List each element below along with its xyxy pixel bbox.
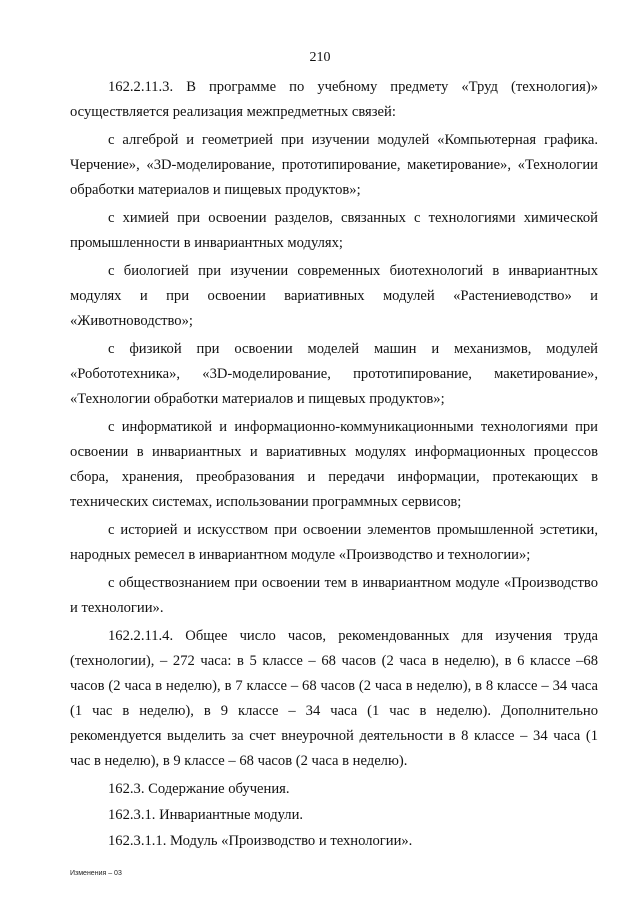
paragraph-algebra-geometry: с алгеброй и геометрией при изучении модулей «Компьютерная графика. Черчение», «3D-моделирование, прототипирование, макетирование», «Технологии обработки материалов и пищевых продуктов»; [70,132,598,198]
footer-revision-note: Изменения – 03 [70,870,122,877]
paragraph-total-hours: 162.2.11.4. Общее число часов, рекомендованных для изучения труда (технологии), – 272 часа: в 5 классе – 68 часов (2 часа в неделю), в 6 классе –68 часов (2 часа в неделю), в 7 классе – 68 часов (2 часа в неделю), в 8 классе – 34 часа (1 час в неделю), в 9 классе – 34 часа (1 час в неделю). Дополнительно рекомендуется выделить за счет внеурочной деятельности в 8 классе – 34 часа (1 час в неделю), в 9 классе – 68 часов (2 часа в неделю). [70,628,598,769]
document-body [70,75,598,855]
heading-learning-content: 162.3. Содержание обучения. [108,781,290,797]
page-number: 210 [309,50,331,65]
paragraph-history-art: с историей и искусством при освоении элементов промышленной эстетики, народных ремесел в инвариантном модуле «Производство и технологии»; [70,522,598,563]
paragraph-chemistry: с химией при освоении разделов, связанных с технологиями химической промышленности в инвариантных модулях; [70,210,598,251]
heading-invariant-modules: 162.3.1. Инвариантные модули. [108,807,304,823]
heading-production-module: 162.3.1.1. Модуль «Производство и технологии». [108,833,413,849]
paragraph-social-studies: с обществознанием при освоении тем в инвариантном модуле «Производство и технологии». [70,575,598,616]
paragraph-biology: с биологией при изучении современных биотехнологий в инвариантных модулях и при освоении вариативных модулей «Растениеводство» и «Животноводство»; [70,263,598,329]
paragraph-intersubject-intro: 162.2.11.3. В программе по учебному предмету «Труд (технология)» осуществляется реализация межпредметных связей: [70,79,598,120]
paragraph-informatics: с информатикой и информационно-коммуникационными технологиями при освоении в инвариантных и вариативных модулях информационных процессов сбора, хранения, преобразования и передачи информации, протекающих в технических системах, использовании программных сервисов; [70,419,598,510]
paragraph-physics: с физикой при освоении моделей машин и механизмов, модулей «Робототехника», «3D-моделирование, прототипирование, макетирование», «Технологии обработки материалов и пищевых продуктов»; [70,341,598,407]
